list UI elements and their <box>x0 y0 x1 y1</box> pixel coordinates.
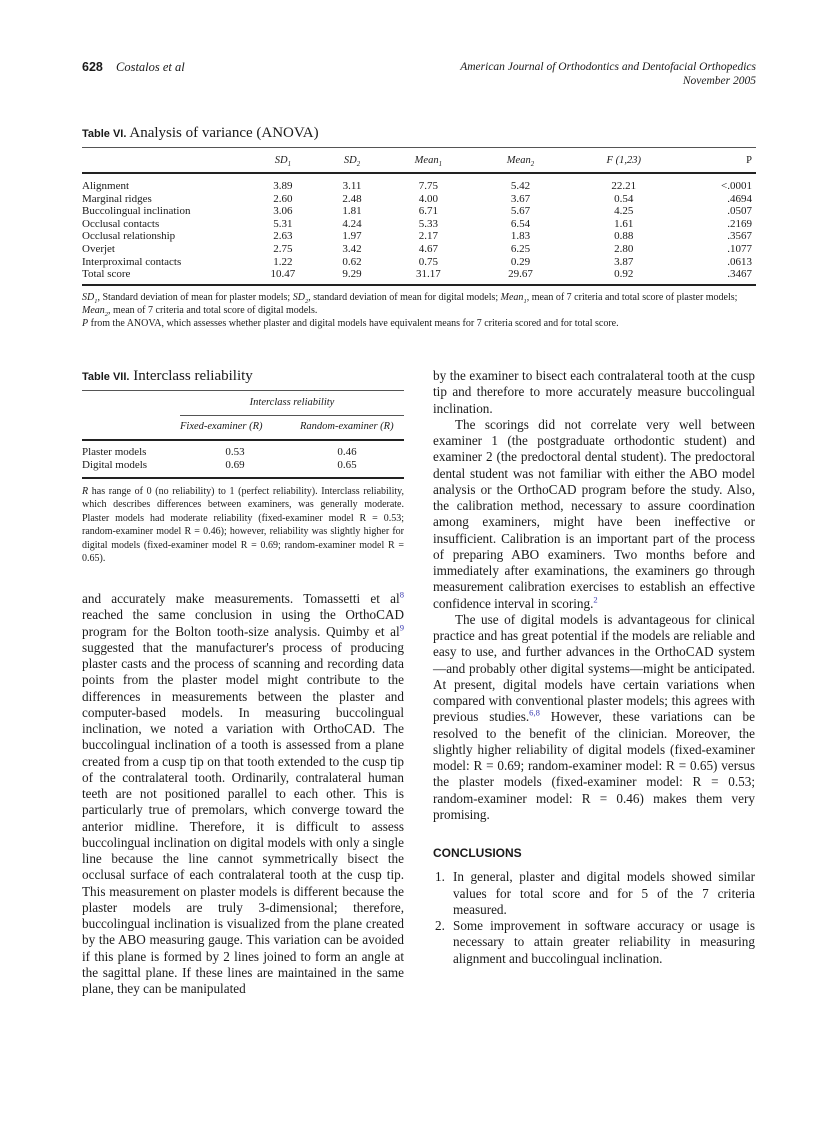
table-header-row <box>82 148 756 172</box>
group-header <box>82 391 404 415</box>
journal-info <box>460 60 756 88</box>
conclusions-heading: CONCLUSIONS <box>433 846 522 860</box>
table-row: Overjet 2.75 3.42 4.67 6.25 2.80 .1077 <box>82 242 752 255</box>
body-paragraph: by the examiner to bisect each contralateral tooth at the cusp tip and therefore to more accurately measure buccolingual inclination. <box>433 368 755 416</box>
header-fixed-examiner: Fixed-examiner (R) <box>180 421 263 432</box>
right-body-column <box>433 368 755 967</box>
table-row: Plaster models 0.53 0.46 <box>82 446 357 458</box>
citation-link[interactable]: 9 <box>399 622 404 633</box>
citation-link[interactable]: 6,8 <box>529 707 540 718</box>
header-mean2: Mean$_2$ <box>506 154 535 168</box>
body-paragraph: and accurately make measurements. Tomassetti et al$^8$ reached the same conclusion in using the OrthoCAD program for the Bolton tooth-size analysis. Quimby et al$^9$ suggested that the manufacturer's process of producing plaster casts and the process of scanning and recording data points from the plaster model might contribute to the differences in measurements between the plaster and computer-based models. In measuring buccolingual inclination, we noted a variation with OrthoCAD. The buccolingual inclination of a tooth is assessed from a plane created from a cusp tip on that tooth extended to the cusp tip of the contralateral tooth. Ordinarily, contralateral human teeth are not positioned parallel to each other. This is particularly true of premolars, which converge toward the anterior midline. Therefore, it is difficult to assess buccolingual inclination on digital models with only a single line because the line cannot symmetrically bisect the occlusal surface of each contralateral tooth at the cusp tip. This measurement on plaster models is different because the plaster models are truly 3-dimensional; therefore, buccolingual inclination is visualized from the plane created by the ABO measuring gauge. This variation can be avoided if this plane is formed by 2 lines joined to form an angle at the sagittal plane. If these lines are maintained in the same plane, they can be manipulated <box>82 589 404 996</box>
table-vi-label: Table VI. <box>82 128 127 140</box>
issue-date: November 2005 <box>682 75 756 87</box>
table-row: Interproximal contacts 1.22 0.62 0.75 0.29 3.87 .0613 <box>82 255 752 268</box>
table-bottom-rule <box>82 477 404 479</box>
table-vii-label: Table VII. <box>82 371 130 383</box>
table-vi <box>82 124 756 330</box>
table-vii-title: Interclass reliability <box>133 368 253 384</box>
citation-link[interactable]: 8 <box>399 589 404 600</box>
header-random-examiner: Random-examiner (R) <box>300 421 394 432</box>
table-bottom-rule <box>82 284 756 286</box>
header-f: F (1,23) <box>606 154 641 166</box>
reliability-table <box>82 446 404 472</box>
column-headers <box>82 415 404 439</box>
table-row: Occlusal contacts 5.31 4.24 5.33 6.54 1.61 .2169 <box>82 217 752 230</box>
journal-title: American Journal of Orthodontics and Dentofacial Orthopedics <box>460 61 756 73</box>
table-vi-footnote: $SD_1$, Standard deviation of mean for plaster models; $SD_2$, standard deviation of mean for digital models; Mean$_1$, mean of 7 criteria and total score of plaster models; Mean$_2$, mean of 7 criteria and total score of digital models. P from the ANOVA, which assesses whether plaster and digital models have equivalent means for 7 criteria scored and for total score. <box>82 291 738 329</box>
body-paragraph: The scorings did not correlate very well between examiner 1 (the postgraduate orthodontic student) and examiner 2 (the predoctoral dental student). The predoctoral dental student was not familiar with either the ABO model analysis or the OrthoCAD program before the study. Also, the calibration method, necessary to assure coordination among examiners, might have been ineffective or insufficient. Calibration is an important part of the process of preparing ABO examiners. Two months before and immediately after examinations, the examiners go through measurement calibration exercises to establish an effective confidence interval in scoring.$^2$ <box>433 416 755 611</box>
table-vi-caption <box>82 124 756 143</box>
table-row: Buccolingual inclination 3.06 1.81 6.71 5.67 4.25 .0507 <box>82 205 752 218</box>
page-number: 628 <box>82 60 103 74</box>
header-blank <box>82 148 244 172</box>
table-vi-title: Analysis of variance (ANOVA) <box>129 125 319 141</box>
table-row: Digital models 0.69 0.65 <box>82 459 357 471</box>
table-vii-footnote: R has range of 0 (no reliability) to 1 (perfect reliability). Interclass reliability, which describes differences between examiners, was generally moderate. Plaster models had moderate reliability (fixed-examiner model R = 0.53; random-examiner model R = 0.46); however, reliability was slightly higher for digital models (fixed-examiner model R = 0.69; random-examiner model R = 0.65). <box>82 486 404 565</box>
conclusions-list <box>433 869 755 967</box>
header-p: P <box>746 154 752 166</box>
table-row: Alignment 3.89 3.11 7.75 5.42 22.21 <.0001 <box>82 180 752 192</box>
running-head-authors: Costalos et al <box>116 60 185 74</box>
table-vii-caption <box>82 367 404 386</box>
anova-table <box>82 148 756 284</box>
table-row: Total score 10.47 9.29 31.17 29.67 0.92 .3467 <box>82 268 752 281</box>
header-sd2: $SD_2$ <box>343 154 361 168</box>
left-body-column <box>82 591 404 997</box>
table-vii <box>82 367 404 565</box>
table-row: Marginal ridges 2.60 2.48 4.00 3.67 0.54 .4694 <box>82 192 752 205</box>
list-item: 1. In general, plaster and digital models showed similar values for total score and for 5 of the 7 criteria measured. <box>435 869 755 917</box>
header-sd1: $SD_1$ <box>274 154 291 168</box>
header-rule <box>82 439 404 441</box>
group-header-label: Interclass reliability <box>249 397 335 408</box>
running-head <box>82 60 756 94</box>
body-paragraph: The use of digital models is advantageous for clinical practice and has great potential if the models are reliable and easy to use, and further advances in the OrthoCAD system—and probably other digital systems—might be anticipated. At present, digital models have certain variations when compared with conventional plaster models; this agrees with previous studies.$^{6,8}$ However, these variations can be resolved to the benefit of the clinician. Moreover, the slightly higher reliability of digital models (fixed-examiner model: R = 0.69; random-examiner model: R = 0.65) versus the plaster models (fixed-examiner model: R = 0.53; random-examiner model: R = 0.46) makes them very promising. <box>433 611 755 822</box>
table-row: Occlusal relationship 2.63 1.97 2.17 1.83 0.88 .3567 <box>82 230 752 243</box>
list-item: 2. Some improvement in software accuracy or usage is necessary to attain greater reliability in measuring alignment and buccolingual inclination. <box>435 918 755 966</box>
citation-link[interactable]: 2 <box>593 594 598 605</box>
header-mean1: Mean$_1$ <box>414 154 442 168</box>
